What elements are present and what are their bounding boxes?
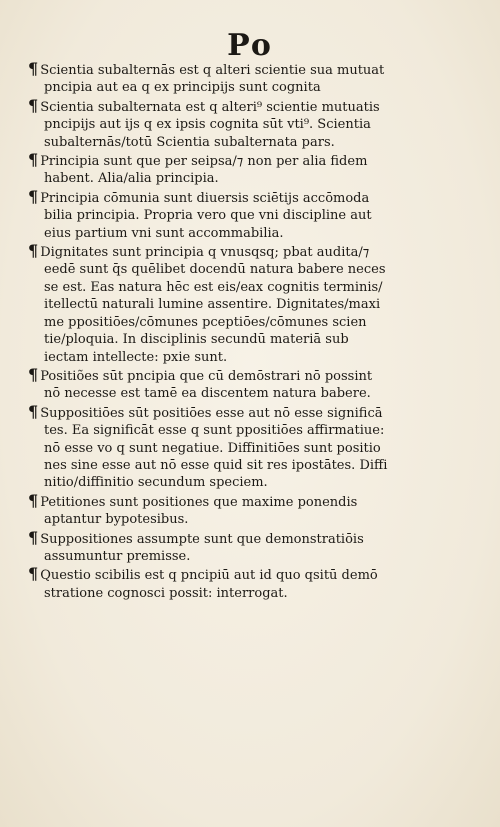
text-line [28, 151, 468, 170]
pilcrow-mark: ¶ [28, 365, 39, 384]
paragraph [28, 529, 468, 566]
line-text: iectam intellecte: pxie sunt. [44, 349, 228, 365]
line-text: Questio scibilis est q pncipiū aut id quo qsitū demō [40, 568, 378, 584]
line-text: habent. Alia/alia principia. [44, 171, 219, 187]
paragraph [28, 242, 468, 366]
line-text: subalternās/totū Scientia subalternata pars. [44, 134, 335, 150]
text-line [28, 79, 468, 96]
line-text: aptantur bypotesibus. [44, 512, 189, 528]
line-text: nō esse vo q sunt negatiue. Diffinitiōes sunt positio [44, 440, 381, 456]
line-text: Scientia subalternās est q alteri scientie sua mutuat [40, 63, 385, 78]
text-line [28, 349, 468, 366]
line-text: pncipijs aut ijs q ex ipsis cognita sūt vti⁹. Scientia [44, 117, 371, 133]
pilcrow-mark: ¶ [28, 491, 39, 510]
line-text: nitio/diffinitio secundum speciem. [44, 475, 268, 491]
line-text: Scientia subalternata est q alteri⁹ scientie mutuatis [40, 99, 380, 115]
text-line [28, 97, 468, 116]
line-text: tes. Ea significāt esse q sunt ppositiōes affirmatiue: [44, 423, 385, 439]
text-line [28, 242, 468, 261]
paragraph [28, 188, 468, 242]
pilcrow-mark: ¶ [28, 151, 39, 170]
paragraph [28, 492, 468, 529]
paragraph [28, 97, 468, 151]
paragraph [28, 565, 468, 602]
text-line [28, 492, 468, 511]
line-text: eius partium vni sunt accommabilia. [44, 225, 284, 241]
text-line [28, 188, 468, 207]
text-line [28, 279, 468, 296]
text-line [28, 134, 468, 151]
text-line [28, 422, 468, 439]
line-text: assumuntur premisse. [44, 548, 191, 564]
text-line [28, 474, 468, 491]
text-line [28, 366, 468, 385]
line-text: Suppositiōes sūt positiōes esse aut nō esse significā [40, 405, 383, 421]
paragraph [28, 151, 468, 188]
text-line [28, 261, 468, 278]
text-line [28, 116, 468, 133]
text-line [28, 403, 468, 422]
text-line [28, 457, 468, 474]
pilcrow-mark: ¶ [28, 242, 39, 261]
line-text: stratione cognosci possit: interrogat. [44, 585, 288, 601]
line-text: bilia principia. Propria vero que vni discipline aut [44, 208, 372, 224]
text-line [28, 225, 468, 242]
paragraph [28, 403, 468, 492]
pilcrow-mark: ¶ [28, 528, 39, 547]
text-line [28, 385, 468, 402]
text-line [28, 548, 468, 565]
text-line [28, 207, 468, 224]
line-text: pncipia aut ea q ex principijs sunt cognita [44, 80, 321, 96]
text-line [28, 529, 468, 548]
pilcrow-mark: ¶ [28, 402, 39, 421]
text-line [28, 296, 468, 313]
text-line [28, 170, 468, 187]
page-heading: Po [227, 28, 273, 63]
line-text: nō necesse est tamē ea discentem natura babere. [44, 386, 371, 402]
paragraph [28, 366, 468, 403]
pilcrow-mark: ¶ [28, 96, 39, 115]
text-line [28, 60, 468, 79]
line-text: me ppositiōes/cōmunes pceptiōes/cōmunes scien [44, 314, 367, 330]
line-text: Suppositiones assumpte sunt que demonstratiōis [40, 531, 364, 547]
text-line [28, 511, 468, 528]
pilcrow-mark: ¶ [28, 60, 39, 78]
text-block [28, 60, 468, 602]
line-text: Dignitates sunt principia q vnusqsq; pbat audita/⁊ [40, 245, 370, 261]
text-line [28, 440, 468, 457]
line-text: Principia cōmunia sunt diuersis sciētijs accōmoda [40, 190, 370, 206]
line-text: nes sine esse aut nō esse quid sit res ipostātes. Diffi [44, 457, 388, 473]
text-line [28, 565, 468, 584]
paragraph [28, 60, 468, 97]
text-line [28, 585, 468, 602]
line-text: Positiões sūt pncipia que cū demōstrari nō possint [40, 368, 373, 384]
pilcrow-mark: ¶ [28, 187, 39, 206]
line-text: Petitiones sunt positiones que maxime ponendis [40, 494, 358, 510]
line-text: se est. Eas natura hēc est eis/eax cognitis terminis/ [44, 279, 383, 295]
line-text: Principia sunt que per seipsa/⁊ non per alia fidem [40, 154, 368, 170]
pilcrow-mark: ¶ [28, 565, 39, 584]
line-text: itellectū naturali lumine assentire. Dignitates/maxi [44, 297, 381, 313]
text-line [28, 331, 468, 348]
text-line [28, 314, 468, 331]
line-text: tie/ploquia. In disciplinis secundū materiā sub [44, 332, 349, 348]
line-text: eedē sunt q̄s quēlibet docendū natura babere neces [44, 262, 386, 278]
